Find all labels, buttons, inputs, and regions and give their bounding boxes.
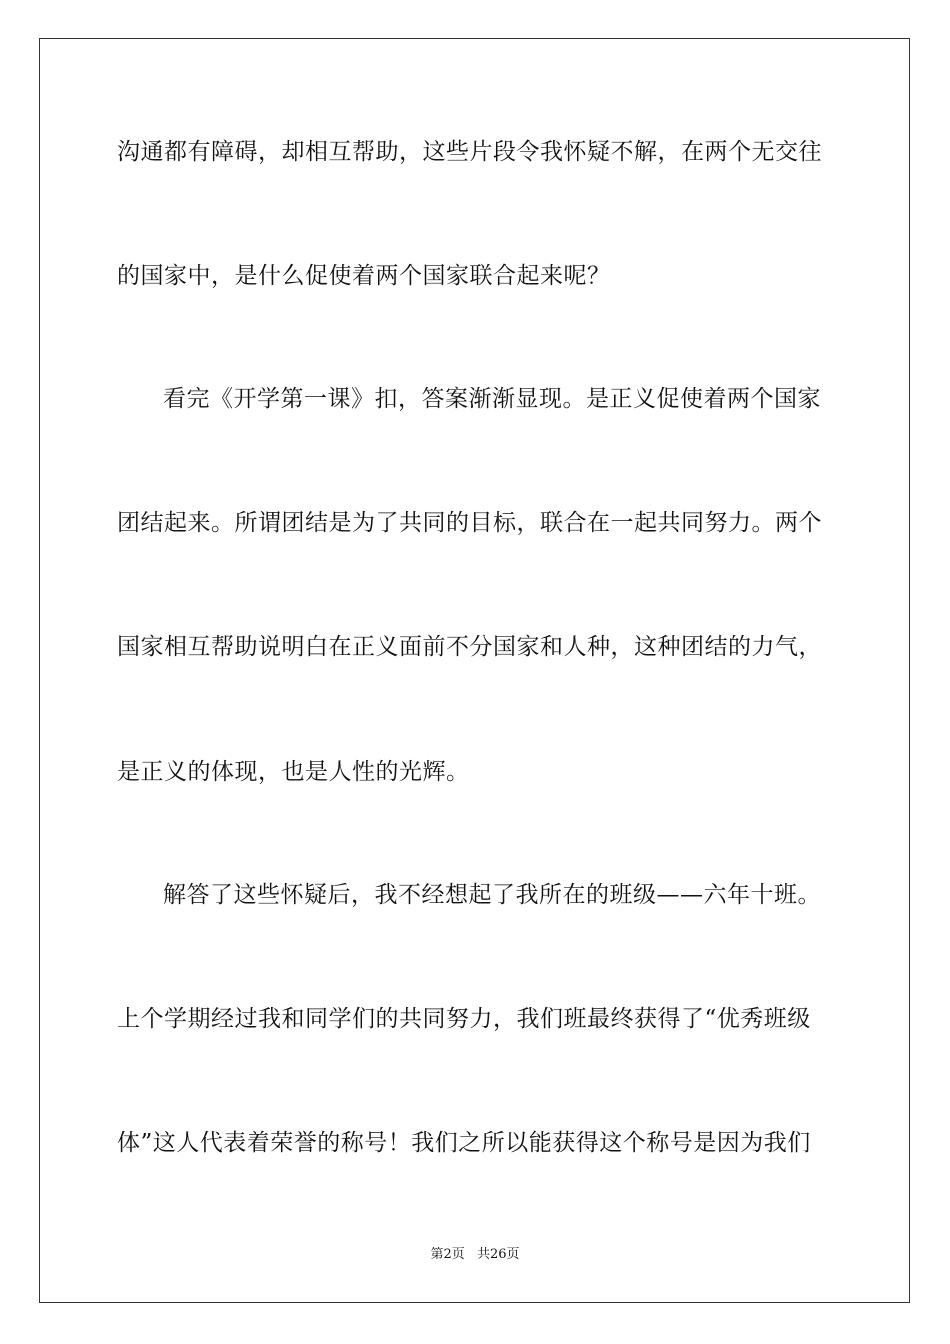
text-line-6: 是正义的体现，也是人性的光辉。 (117, 759, 470, 785)
text-line-3: 看完《开学第一课》扣，答案渐渐显现。是正义促使着两个国家 (163, 386, 821, 412)
text-line-2: 的国家中，是什么促使着两个国家联合起来呢？ (117, 263, 611, 289)
text-line-1: 沟通都有障碍，却相互帮助，这些片段令我怀疑不解，在两个无交往 (117, 139, 822, 165)
page-number: 第2页 (430, 1247, 465, 1262)
text-line-8: 上个学期经过我和同学们的共同努力，我们班最终获得了“优秀班级 (117, 1006, 811, 1032)
page-footer (0, 1246, 950, 1264)
text-line-4: 团结起来。所谓团结是为了共同的目标，联合在一起共同努力。两个 (117, 510, 822, 536)
text-line-9: 体”这人代表着荣誉的称号！我们之所以能获得这个称号是因为我们 (117, 1130, 811, 1156)
page-frame (39, 38, 910, 1303)
text-line-5: 国家相互帮助说明白在正义面前不分国家和人种，这种团结的力气， (117, 634, 822, 660)
text-line-7: 解答了这些怀疑后，我不经想起了我所在的班级——六年十班。 (163, 882, 821, 908)
page-total: 共26页 (476, 1247, 520, 1262)
